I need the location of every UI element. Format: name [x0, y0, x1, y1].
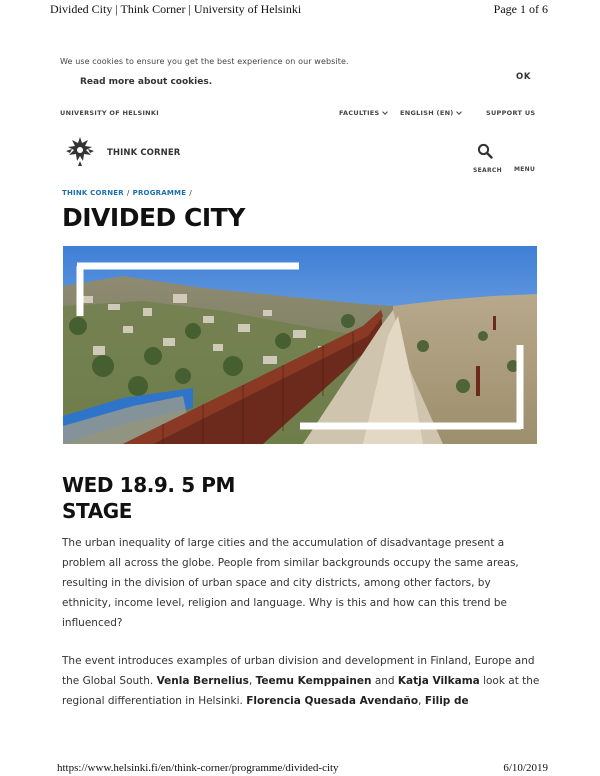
speaker-name: Filip de — [424, 695, 469, 707]
menu-label: MENU — [514, 166, 536, 173]
breadcrumb-separator: / — [189, 189, 192, 197]
paragraph-text: , — [248, 675, 256, 687]
print-header-title: Divided City | Think Corner | University of Helsinki — [50, 2, 302, 16]
breadcrumb — [62, 189, 195, 197]
border-wall-photo — [63, 246, 537, 444]
print-header — [0, 0, 600, 18]
event-location: STAGE — [62, 499, 133, 523]
support-us-link[interactable]: SUPPORT US — [486, 109, 536, 117]
university-link[interactable]: UNIVERSITY OF HELSINKI — [60, 109, 159, 117]
top-bar — [0, 106, 600, 120]
paragraph-text: and — [371, 675, 398, 687]
chevron-down-icon — [382, 109, 388, 115]
hero-image — [63, 246, 537, 444]
paragraph-text: look at the regional differentiation in Helsinki. — [62, 675, 540, 707]
speaker-name: Katja Vilkama — [397, 675, 480, 687]
speakers-paragraph — [62, 651, 540, 711]
menu-button[interactable] — [511, 154, 539, 174]
site-header — [0, 132, 600, 180]
print-header-page-number: Page 1 of 6 — [493, 2, 548, 16]
event-date-time: WED 18.9. 5 PM — [62, 473, 236, 497]
paragraph-text: The event introduces examples of urban division and development in Finland, Europe and the Global South. — [62, 655, 535, 687]
breadcrumb-separator: / — [126, 189, 130, 197]
faculties-dropdown[interactable] — [339, 109, 387, 117]
chevron-down-icon — [456, 109, 462, 115]
search-label: SEARCH — [473, 167, 502, 174]
university-seal-icon[interactable] — [62, 135, 98, 167]
speaker-name: Venla Bernelius — [156, 675, 249, 687]
speaker-name: Teemu Kemppainen — [255, 675, 372, 687]
paragraph-text: , — [418, 695, 425, 707]
breadcrumb-programme[interactable]: PROGRAMME — [132, 189, 187, 197]
breadcrumb-think-corner[interactable]: THINK CORNER — [62, 189, 124, 197]
print-footer — [0, 762, 600, 776]
cookie-message: We use cookies to ensure you get the best experience on our website. — [60, 57, 349, 66]
print-footer-url: https://www.helsinki.fi/en/think-corner/programme/divided-city — [57, 762, 339, 774]
speaker-name: Florencia Quesada Avendaño — [246, 695, 419, 707]
page-title: DIVIDED CITY — [62, 203, 245, 232]
site-name[interactable]: THINK CORNER — [107, 148, 181, 158]
cookie-read-more-link[interactable]: Read more about cookies. — [80, 77, 213, 87]
language-label: ENGLISH (EN) — [400, 109, 454, 117]
description-paragraph: The urban inequality of large cities and the accumulation of disadvantage present a problem all across the globe. People from similar backgrounds occupy the same areas, resulting in the division of urban space and city districts, among other factors, by ethnicity, income level, religion and language. Why is this and how can this trend be influenced? — [62, 537, 519, 629]
search-icon — [477, 143, 493, 159]
search-button[interactable] — [470, 142, 500, 176]
cookie-ok-button[interactable]: OK — [516, 72, 532, 82]
print-footer-date: 6/10/2019 — [503, 762, 548, 774]
faculties-label: FACULTIES — [339, 109, 380, 117]
language-dropdown[interactable] — [400, 109, 461, 117]
